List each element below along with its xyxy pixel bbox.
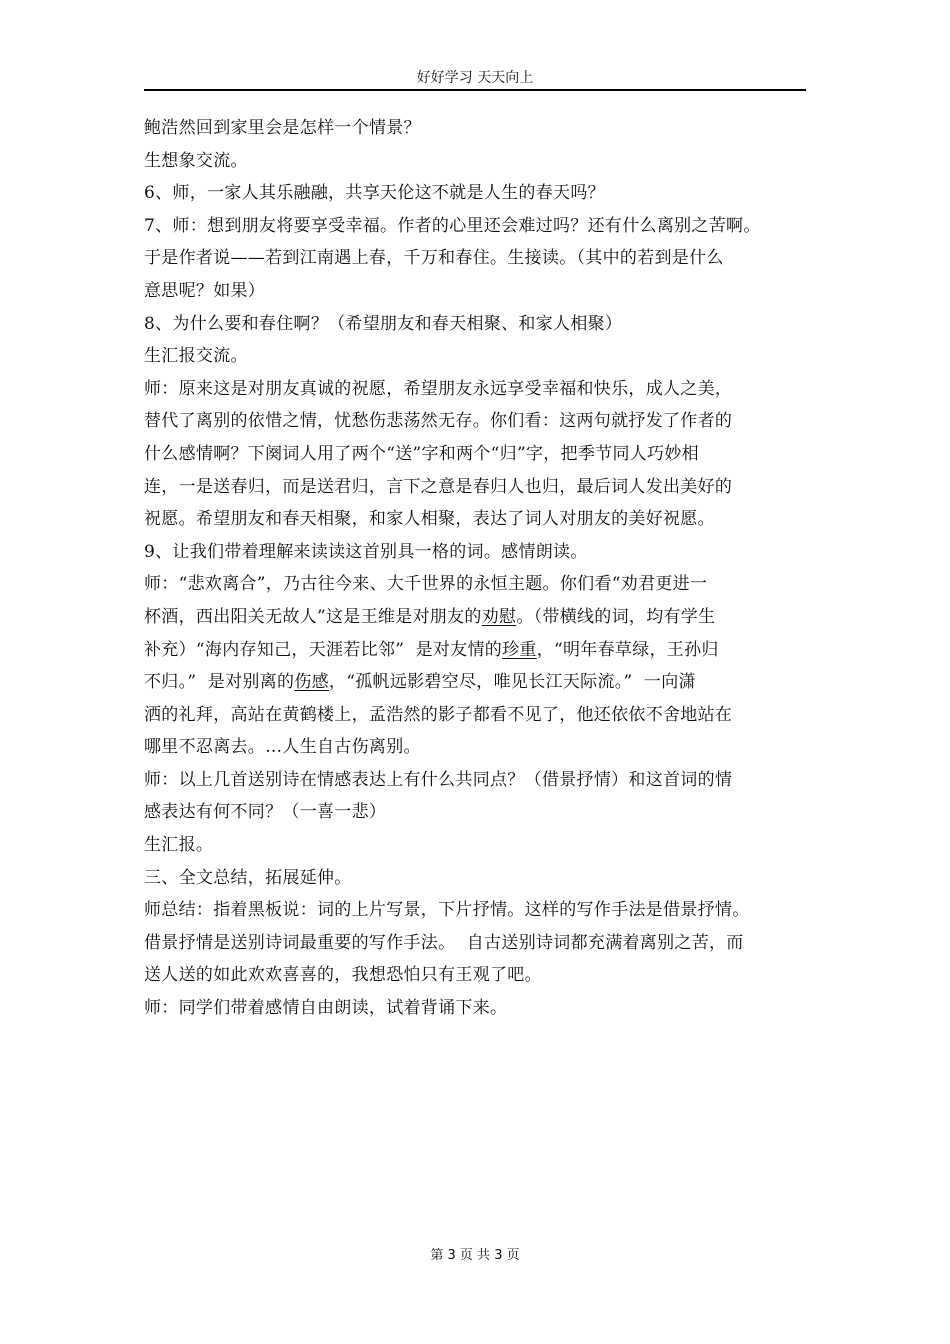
- page-header: 好好学习 天天向上: [416, 70, 534, 86]
- underlined-word: 劝慰: [481, 606, 517, 627]
- text-line: 师：“悲欢离合”，乃古往今来、大千世界的永恒主题。你们看“劝君更进一: [144, 574, 708, 595]
- text-line: 8、为什么要和春住啊？（希望朋友和春天相聚、和家人相聚）: [144, 313, 623, 334]
- text-line: 鲍浩然回到家里会是怎样一个情景？: [144, 118, 421, 138]
- text-line: 连，一是送春归，而是送君归，言下之意是春归人也归，最后词人发出美好的: [144, 476, 733, 497]
- underlined-word: 珍重: [502, 639, 537, 660]
- text-line: 9、让我们带着理解来读读这首别具一格的词。感情朗读。: [144, 541, 588, 562]
- text-line: 洒的礼拜，高站在黄鹤楼上，孟浩然的影子都看不见了，他还依依不舍地站在: [144, 704, 733, 725]
- text-line: 哪里不忍离去。…人生自古伤离别。: [144, 737, 421, 758]
- text-line: 杯酒，西出阳关无故人”这是王维是对朋友的劝慰。（带横线的词，均有学生: [144, 606, 716, 627]
- text-line: 替代了离别的依惜之情，忧愁伤悲荡然无存。你们看：这两句就抒发了作者的: [144, 411, 733, 432]
- text-line: 师总结：指着黑板说：词的上片写景，下片抒情。这样的写作手法是借景抒情。: [144, 900, 750, 921]
- text-line: 师：同学们带着感情自由朗读，试着背诵下来。: [144, 998, 508, 1019]
- text-line: 什么感情啊？下阕词人用了两个“送”字和两个“归”字，把季节同人巧妙相: [144, 443, 699, 464]
- text-line: 感表达有何不同？（一喜一悲）: [144, 802, 387, 823]
- page-number: 第 3 页 共 3 页: [430, 1248, 520, 1263]
- text-line: 生汇报交流。: [144, 346, 248, 367]
- text-line: 不归。” 是对别离的伤感，“孤帆远影碧空尽，唯见长江天际流。” 一向潇: [144, 672, 696, 693]
- text-line: 生想象交流。: [144, 150, 248, 171]
- text-line: 借景抒情是送别诗词最重要的写作手法。 自古送别诗词都充满着离别之苦，而: [144, 932, 744, 953]
- text-line: 师：原来这是对朋友真诚的祝愿，希望朋友永远享受幸福和快乐，成人之美，: [144, 378, 733, 399]
- document-body: [144, 112, 824, 1025]
- header-divider: [144, 89, 806, 91]
- text-line: 意思呢？如果）: [144, 280, 266, 301]
- underlined-word: 伤感: [294, 672, 329, 693]
- text-line: 送人送的如此欢欢喜喜的，我想恐怕只有王观了吧。: [144, 965, 542, 986]
- text-line: 于是作者说——若到江南遇上春，千万和春住。生接读。（其中的若到是什么: [144, 248, 724, 269]
- text-line: 7、师：想到朋友将要享受幸福。作者的心里还会难过吗？还有什么离别之苦啊。: [144, 215, 761, 236]
- text-line: 6、师，一家人其乐融融，共享天伦这不就是人生的春天吗？: [144, 183, 605, 204]
- text-line: 补充）“海内存知己，天涯若比邻” 是对友情的珍重，“明年春草绿，王孙归: [144, 639, 719, 660]
- text-line: 师：以上几首送别诗在情感表达上有什么共同点？（借景抒情）和这首词的情: [144, 769, 733, 790]
- text-line: 祝愿。希望朋友和春天相聚，和家人相聚，表达了词人对朋友的美好祝愿。: [144, 509, 715, 530]
- text-line: 三、全文总结，拓展延伸。: [144, 867, 352, 888]
- text-line: 生汇报。: [144, 835, 214, 856]
